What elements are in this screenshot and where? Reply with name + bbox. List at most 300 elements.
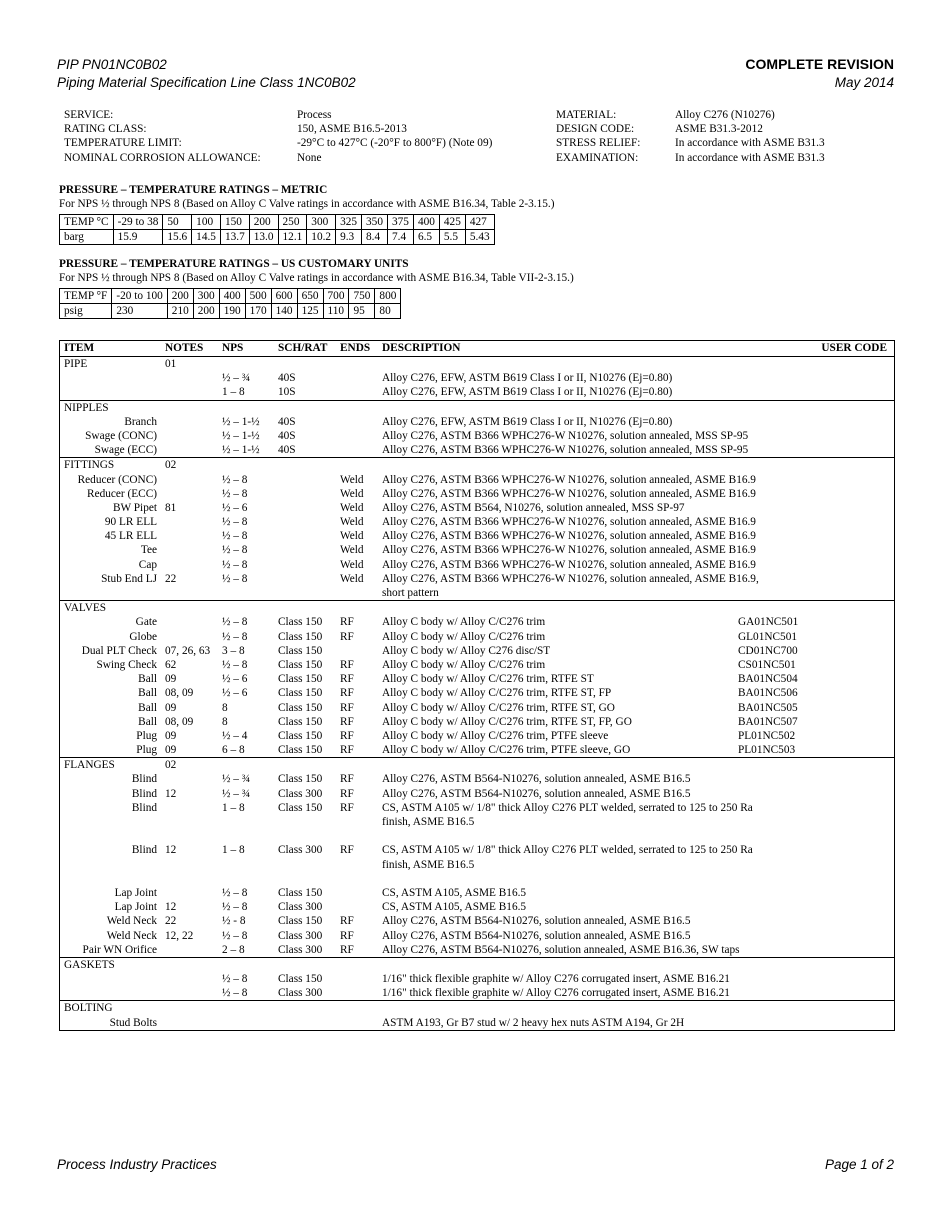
row-sch: Class 300 (278, 943, 323, 956)
row-nps: ½ – 8 (222, 516, 248, 529)
row-code: BA01NC507 (738, 715, 798, 728)
row-description: Alloy C276, ASTM B366 WPHC276-W N10276, solution annealed, ASME B16.9 (382, 516, 756, 529)
service-value: In accordance with ASME B31.3 (675, 151, 825, 164)
row-sch: Class 150 (278, 616, 323, 629)
row-nps: 8 (222, 715, 228, 728)
table-row (60, 715, 894, 729)
row-item: Ball (138, 673, 157, 686)
table-row (60, 929, 894, 943)
row-sch: Class 150 (278, 773, 323, 786)
row-nps: 8 (222, 701, 228, 714)
row-ends: RF (340, 729, 354, 742)
service-label: EXAMINATION: (556, 151, 639, 164)
table-row (60, 543, 894, 557)
section-header (60, 758, 894, 772)
col-sch: SCH/RAT (278, 342, 328, 354)
service-value: Alloy C276 (N10276) (675, 109, 775, 121)
row-nps: ½ – 1-½ (222, 444, 260, 457)
row-sch: Class 150 (278, 687, 323, 700)
table-row (60, 772, 894, 786)
table-row (60, 900, 894, 914)
table-row (60, 487, 894, 501)
row-description: Alloy C276, ASTM B366 WPHC276-W N10276, solution annealed, ASME B16.9 (382, 487, 756, 500)
section-header (60, 458, 894, 472)
row-notes: 12, 22 (165, 929, 194, 942)
row-nps: ½ – 8 (222, 658, 248, 671)
row-ends: RF (340, 715, 354, 728)
row-item: Lap Joint (114, 886, 157, 899)
footer-org: Process Industry Practices (57, 1157, 217, 1172)
row-ends: RF (340, 943, 354, 956)
row-nps: ½ – 1-½ (222, 415, 260, 428)
pt-metric-title: PRESSURE – TEMPERATURE RATINGS – METRIC (59, 184, 328, 196)
row-sch: Class 150 (278, 729, 323, 742)
row-description: CS, ASTM A105, ASME B16.5 (382, 901, 527, 914)
footer-page: Page 1 of 2 (824, 1157, 894, 1172)
row-item: Cap (138, 558, 157, 571)
row-description: 1/16" thick flexible graphite w/ Alloy C276 corrugated insert, ASME B16.21 (382, 987, 730, 1000)
row-nps: ½ – 8 (222, 616, 248, 629)
row-ends: Weld (340, 558, 364, 571)
row-sch: Class 300 (278, 787, 323, 800)
row-sch: Class 150 (278, 630, 323, 643)
row-nps: 6 – 8 (222, 744, 245, 757)
row-notes: 07, 26, 63 (165, 644, 211, 657)
section-header (60, 357, 894, 371)
service-value: None (297, 151, 322, 164)
table-row (60, 415, 894, 429)
row-description: Alloy C276, ASTM B366 WPHC276-W N10276, solution annealed, ASME B16.9, (382, 572, 759, 585)
row-nps: ½ – 8 (222, 473, 248, 486)
row-item: Swing Check (96, 658, 157, 671)
pt-cell: 13.0 (249, 230, 278, 245)
row-item: Weld Neck (106, 929, 157, 942)
row-nps: ½ – 8 (222, 886, 248, 899)
pt-cell: 12.1 (278, 230, 307, 245)
row-item: Plug (136, 744, 157, 757)
row-notes: 22 (165, 572, 177, 585)
row-nps: 1 – 8 (222, 386, 245, 399)
row-description: Alloy C body w/ Alloy C/C276 trim (382, 616, 546, 629)
section-name: FLANGES (64, 759, 115, 772)
table-row (60, 815, 894, 829)
row-description: Alloy C276, ASTM B564-N10276, solution annealed, ASME B16.5 (382, 929, 691, 942)
pt-cell: 427 (465, 215, 494, 230)
section-notes: 01 (165, 358, 177, 370)
temp-row (60, 215, 495, 230)
pt-cell: 170 (245, 304, 271, 319)
row-item: Blind (131, 801, 157, 814)
pt-cell: barg (60, 230, 114, 245)
row-ends: RF (340, 658, 354, 671)
material-table-header (59, 340, 895, 357)
row-item: Blind (131, 787, 157, 800)
service-row (64, 136, 894, 150)
pt-cell: 200 (249, 215, 278, 230)
pt-cell: 80 (375, 304, 401, 319)
row-description: Alloy C body w/ Alloy C276 disc/ST (382, 644, 551, 657)
row-item: Reducer (CONC) (77, 473, 157, 486)
section-nipples (59, 401, 895, 459)
col-user-code: USER CODE (821, 342, 887, 354)
table-row (60, 986, 894, 1000)
pt-cell: 5.43 (465, 230, 494, 245)
row-sch: Class 150 (278, 744, 323, 757)
pt-cell: 425 (439, 215, 465, 230)
section-name: BOLTING (64, 1002, 113, 1015)
row-nps: ½ – 8 (222, 572, 248, 585)
table-row (60, 586, 894, 600)
service-row (64, 108, 894, 122)
table-row (60, 886, 894, 900)
row-description: Alloy C276, ASTM B366 WPHC276-W N10276, solution annealed, ASME B16.9 (382, 473, 756, 486)
row-notes: 08, 09 (165, 687, 194, 700)
row-ends: Weld (340, 487, 364, 500)
col-item: ITEM (64, 342, 95, 354)
row-notes: 62 (165, 658, 177, 671)
row-nps: ½ - 8 (222, 915, 246, 928)
pt-cell: 5.5 (439, 230, 465, 245)
pt-cell: 250 (278, 215, 307, 230)
section-notes: 02 (165, 459, 177, 472)
pt-cell: 375 (387, 215, 413, 230)
pt-cell: -20 to 100 (112, 289, 167, 304)
row-ends: RF (340, 787, 354, 800)
section-name: VALVES (64, 602, 107, 615)
row-description: Alloy C276, ASTM B366 WPHC276-W N10276, solution annealed, ASME B16.9 (382, 558, 756, 571)
row-nps: ½ – 6 (222, 687, 248, 700)
row-item: Lap Joint (114, 901, 157, 914)
service-value: In accordance with ASME B31.3 (675, 137, 825, 150)
row-item: Ball (138, 715, 157, 728)
table-row (60, 914, 894, 928)
row-description: CS, ASTM A105 w/ 1/8" thick Alloy C276 PLT welded, serrated to 125 to 250 Ra (382, 801, 753, 814)
row-nps: ½ – 8 (222, 987, 248, 1000)
row-code: CD01NC700 (738, 644, 798, 657)
row-nps: ½ – 8 (222, 487, 248, 500)
row-ends: Weld (340, 544, 364, 557)
service-value: ASME B31.3-2012 (675, 123, 763, 136)
service-label: MATERIAL: (556, 109, 617, 121)
table-row (60, 872, 894, 886)
service-value: Process (297, 109, 332, 121)
row-sch: Class 300 (278, 901, 323, 914)
col-ends: ENDS (340, 342, 371, 354)
row-nps: ½ – 4 (222, 729, 248, 742)
row-ends: RF (340, 915, 354, 928)
row-nps: 3 – 8 (222, 644, 245, 657)
row-code: GA01NC501 (738, 616, 799, 629)
row-notes: 12 (165, 901, 177, 914)
row-item: Stud Bolts (109, 1016, 157, 1029)
row-description: short pattern (382, 587, 439, 599)
row-nps: 2 – 8 (222, 943, 245, 956)
table-row (60, 385, 894, 399)
pt-cell: 400 (219, 289, 245, 304)
row-code: BA01NC506 (738, 687, 798, 700)
row-nps: ½ – 8 (222, 901, 248, 914)
row-code: BA01NC504 (738, 673, 798, 686)
col-description: DESCRIPTION (382, 342, 461, 354)
row-sch: Class 150 (278, 644, 323, 657)
pt-cell: 50 (163, 215, 192, 230)
row-item: Reducer (ECC) (87, 487, 157, 500)
table-row (60, 644, 894, 658)
row-item: Ball (138, 687, 157, 700)
row-notes: 81 (165, 501, 177, 514)
pt-cell: 9.3 (336, 230, 362, 245)
row-sch: 40S (278, 429, 296, 442)
row-nps: ½ – 8 (222, 973, 248, 986)
row-ends: RF (340, 773, 354, 786)
pt-cell: 230 (112, 304, 167, 319)
pt-cell: 140 (271, 304, 297, 319)
pt-us-table (59, 288, 401, 319)
pressure-row (60, 304, 401, 319)
table-row (60, 529, 894, 543)
pt-cell: -29 to 38 (113, 215, 163, 230)
row-description: Alloy C body w/ Alloy C/C276 trim (382, 658, 546, 671)
table-row (60, 686, 894, 700)
row-nps: ½ – 8 (222, 630, 248, 643)
row-sch: 40S (278, 444, 296, 457)
row-sch: Class 150 (278, 801, 323, 814)
pt-cell: 600 (271, 289, 297, 304)
row-code: PL01NC503 (738, 744, 796, 757)
row-item: Tee (140, 544, 157, 557)
service-row (64, 151, 894, 165)
pt-cell: 300 (307, 215, 336, 230)
table-row (60, 501, 894, 515)
table-row (60, 473, 894, 487)
pt-metric-subtitle: For NPS ½ through NPS 8 (Based on Alloy C Valve ratings in accordance with ASME B16.34, Table 2-3.15.) (59, 198, 555, 210)
row-description: Alloy C body w/ Alloy C/C276 trim, RTFE ST, GO (382, 701, 615, 714)
pressure-row (60, 230, 495, 245)
pt-cell: 100 (192, 215, 221, 230)
table-row (60, 429, 894, 443)
pt-cell: 200 (167, 289, 193, 304)
row-sch: Class 150 (278, 886, 323, 899)
row-item: Branch (124, 415, 157, 428)
row-nps: ½ – 1-½ (222, 429, 260, 442)
section-pipe (59, 357, 895, 401)
row-notes: 12 (165, 844, 177, 857)
row-ends: RF (340, 616, 354, 629)
row-item: Dual PLT Check (81, 644, 157, 657)
row-item: Blind (131, 773, 157, 786)
row-nps: ½ – 8 (222, 544, 248, 557)
row-item: Swage (ECC) (94, 444, 157, 457)
row-notes: 09 (165, 673, 177, 686)
service-block (64, 108, 894, 165)
table-row (60, 743, 894, 757)
row-description: Alloy C276, EFW, ASTM B619 Class I or II, N10276 (Ej=0.80) (382, 372, 673, 385)
pt-cell: 800 (375, 289, 401, 304)
row-description: Alloy C body w/ Alloy C/C276 trim, RTFE ST, FP, GO (382, 715, 632, 728)
section-name: GASKETS (64, 958, 115, 971)
row-ends: Weld (340, 501, 364, 514)
row-item: BW Pipet (112, 501, 157, 514)
row-description: Alloy C276, EFW, ASTM B619 Class I or II, N10276 (Ej=0.80) (382, 415, 673, 428)
row-description: CS, ASTM A105, ASME B16.5 (382, 886, 527, 899)
pt-cell: 190 (219, 304, 245, 319)
row-code: GL01NC501 (738, 630, 797, 643)
row-ends: Weld (340, 572, 364, 585)
pt-cell: 350 (362, 215, 388, 230)
row-nps: ½ – 6 (222, 673, 248, 686)
row-ends: RF (340, 630, 354, 643)
row-sch: Class 150 (278, 973, 323, 986)
pt-cell: 8.4 (362, 230, 388, 245)
pt-cell: 400 (413, 215, 439, 230)
row-item: Plug (136, 729, 157, 742)
row-code: BA01NC505 (738, 701, 798, 714)
row-notes: 09 (165, 701, 177, 714)
row-sch: Class 300 (278, 844, 323, 857)
pt-cell: TEMP °F (60, 289, 112, 304)
table-row (60, 801, 894, 815)
row-description: Alloy C body w/ Alloy C/C276 trim, RTFE ST (382, 673, 594, 686)
row-code: CS01NC501 (738, 658, 796, 671)
row-nps: ½ – ¾ (222, 787, 251, 800)
row-ends: RF (340, 701, 354, 714)
pt-cell: psig (60, 304, 112, 319)
table-row (60, 701, 894, 715)
row-ends: RF (340, 929, 354, 942)
row-notes: 12 (165, 787, 177, 800)
pt-cell: 325 (336, 215, 362, 230)
row-sch: Class 150 (278, 715, 323, 728)
section-gaskets (59, 958, 895, 1002)
row-description: Alloy C276, ASTM B366 WPHC276-W N10276, solution annealed, ASME B16.9 (382, 544, 756, 557)
section-fittings (59, 458, 895, 601)
section-header (60, 1001, 894, 1015)
row-ends: Weld (340, 473, 364, 486)
pt-cell: 13.7 (220, 230, 249, 245)
row-description: finish, ASME B16.5 (382, 816, 475, 828)
row-notes: 09 (165, 744, 177, 757)
table-row (60, 658, 894, 672)
table-row (60, 858, 894, 872)
table-row (60, 672, 894, 686)
row-nps: ½ – ¾ (222, 773, 251, 786)
row-nps: ½ – 8 (222, 558, 248, 571)
row-description: 1/16" thick flexible graphite w/ Alloy C276 corrugated insert, ASME B16.21 (382, 973, 730, 986)
pt-cell: 500 (245, 289, 271, 304)
row-nps: ½ – ¾ (222, 372, 251, 385)
row-item: Globe (129, 630, 157, 643)
service-label: SERVICE: (64, 109, 114, 121)
pt-cell: 200 (193, 304, 219, 319)
row-ends: RF (340, 744, 354, 757)
row-item: Blind (131, 844, 157, 857)
row-description: Alloy C276, ASTM B366 WPHC276-W N10276, solution annealed, ASME B16.9 (382, 530, 756, 543)
row-description: CS, ASTM A105 w/ 1/8" thick Alloy C276 PLT welded, serrated to 125 to 250 Ra (382, 844, 753, 857)
row-ends: RF (340, 801, 354, 814)
section-valves (59, 601, 895, 758)
row-nps: ½ – 8 (222, 530, 248, 543)
row-sch: Class 300 (278, 929, 323, 942)
row-item: Stub End LJ (101, 572, 157, 585)
row-description: Alloy C276, ASTM B366 WPHC276-W N10276, solution annealed, MSS SP-95 (382, 429, 749, 442)
row-item: Pair WN Orifice (82, 943, 157, 956)
service-label: TEMPERATURE LIMIT: (64, 137, 182, 150)
row-sch: 10S (278, 386, 296, 399)
service-label: DESIGN CODE: (556, 123, 635, 136)
row-item: Swage (CONC) (85, 429, 157, 442)
row-nps: ½ – 6 (222, 501, 248, 514)
row-ends: RF (340, 687, 354, 700)
section-name: PIPE (64, 358, 88, 370)
pt-cell: 110 (323, 304, 349, 319)
pt-cell: 10.2 (307, 230, 336, 245)
table-row (60, 615, 894, 629)
row-description: finish, ASME B16.5 (382, 858, 475, 871)
pt-cell: 650 (297, 289, 323, 304)
row-notes: 09 (165, 729, 177, 742)
row-nps: 1 – 8 (222, 844, 245, 857)
pt-cell: 125 (297, 304, 323, 319)
row-nps: 1 – 8 (222, 801, 245, 814)
section-bolting (59, 1001, 895, 1030)
row-ends: Weld (340, 516, 364, 529)
service-value: 150, ASME B16.5-2013 (297, 123, 407, 136)
service-value: -29°C to 427°C (-20°F to 800°F) (Note 09) (297, 137, 493, 150)
table-row (60, 829, 894, 843)
row-ends: Weld (340, 530, 364, 543)
pt-cell: 14.5 (192, 230, 221, 245)
row-ends: RF (340, 844, 354, 857)
pt-cell: 7.4 (387, 230, 413, 245)
row-nps: ½ – 8 (222, 929, 248, 942)
table-row (60, 515, 894, 529)
table-row (60, 443, 894, 457)
pt-cell: 750 (349, 289, 375, 304)
pt-us-subtitle: For NPS ½ through NPS 8 (Based on Alloy C Valve ratings in accordance with ASME B16.34, Table VII-2-3.15.) (59, 272, 574, 284)
row-code: PL01NC502 (738, 729, 796, 742)
table-row (60, 572, 894, 586)
pt-us-title: PRESSURE – TEMPERATURE RATINGS – US CUSTOMARY UNITS (59, 258, 409, 270)
row-description: Alloy C276, ASTM B564-N10276, solution annealed, ASME B16.36, SW taps (382, 943, 740, 956)
table-row (60, 371, 894, 385)
pt-cell: 15.6 (163, 230, 192, 245)
table-row (60, 843, 894, 857)
pt-cell: 95 (349, 304, 375, 319)
row-item: Ball (138, 701, 157, 714)
doc-title: Piping Material Specification Line Class 1NC0B02 (57, 75, 356, 90)
section-notes: 02 (165, 759, 177, 772)
row-notes: 08, 09 (165, 715, 194, 728)
service-label: NOMINAL CORROSION ALLOWANCE: (64, 151, 261, 164)
row-sch: 40S (278, 372, 296, 385)
row-sch: Class 300 (278, 987, 323, 1000)
pt-cell: 300 (193, 289, 219, 304)
pt-cell: 15.9 (113, 230, 163, 245)
table-row (60, 558, 894, 572)
table-row (60, 972, 894, 986)
row-description: Alloy C276, ASTM B366 WPHC276-W N10276, solution annealed, MSS SP-95 (382, 444, 749, 457)
section-header (60, 958, 894, 972)
row-item: 45 LR ELL (104, 530, 157, 543)
row-description: Alloy C body w/ Alloy C/C276 trim, PTFE sleeve, GO (382, 744, 631, 757)
table-row (60, 1016, 894, 1030)
row-ends: RF (340, 673, 354, 686)
pt-cell: 700 (323, 289, 349, 304)
section-name: FITTINGS (64, 459, 115, 472)
section-name: NIPPLES (64, 401, 109, 414)
row-sch: Class 150 (278, 701, 323, 714)
revision-label: COMPLETE REVISION (745, 56, 894, 72)
